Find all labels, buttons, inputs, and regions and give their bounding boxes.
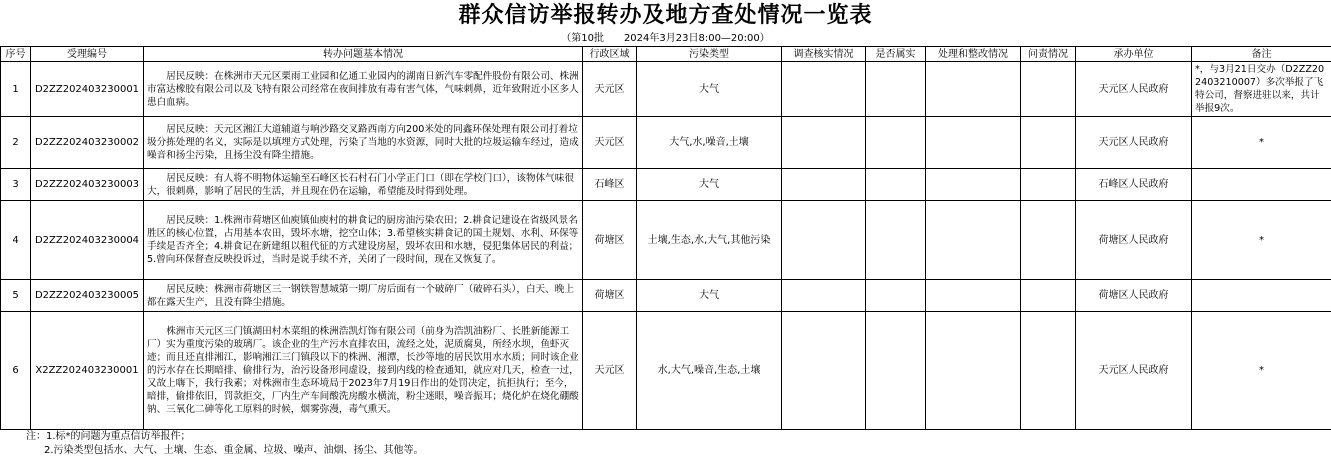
row-accountability bbox=[1021, 117, 1076, 169]
row-true bbox=[866, 280, 926, 312]
col-header-id: 受理编号 bbox=[31, 47, 144, 62]
row-pollution: 大气 bbox=[637, 169, 782, 201]
row-unit: 石峰区人民政府 bbox=[1076, 169, 1192, 201]
row-remark: *，与3月21日交办（D2ZZ202403210007）多次举报了飞特公司，督察进驻以来，共计举报9次。 bbox=[1192, 62, 1331, 117]
row-id: D2ZZ202403230004 bbox=[31, 201, 144, 280]
row-id: D2ZZ202403230005 bbox=[31, 280, 144, 312]
row-desc: 居民反映：有人将不明物体运输至石峰区长石村石门小学正门口（即在学校门口），该物体气味很大，很刺鼻，影响了居民的生活，并且现在仍在运输，希望能及时得到处理。 bbox=[144, 169, 583, 201]
row-investigation bbox=[782, 117, 866, 169]
table-row bbox=[1, 117, 1331, 169]
row-handling bbox=[926, 312, 1021, 430]
row-desc: 株洲市天元区三门镇湖田村木菜组的株洲浩凯灯饰有限公司（前身为浩凯油粉厂、长胜新能源工厂）实为重度污染的玻璃厂。该企业的生产污水直排农田，流经之处，泥质腐臭，所经水坝，鱼虾灭迹；而且还直排湘江，影响湘江三门镇段以下的株洲、湘潭，长沙等地的居民饮用水水质；同时该企业的污水存在长期暗排、偷排行为，治污设备形同虚设，接到内线的检查通知，就应对几天，检查一过，又故上嗨下，我行我素；对株洲市生态环境局于2023年7月19日作出的处罚决定，抗拒执行；至今，暗排，偷排依旧，罚款拒交，厂内生产车间酸洗房酸水横流，粉尘迷眼，噪音振耳；烧化炉在烧化硼酸钠、三氧化二砷等化工原料的时候，烟雾弥漫，毒气熏天。 bbox=[144, 312, 583, 430]
col-header-unit: 承办单位 bbox=[1076, 47, 1192, 62]
row-true bbox=[866, 169, 926, 201]
row-unit: 荷塘区人民政府 bbox=[1076, 280, 1192, 312]
col-header-no: 序号 bbox=[1, 47, 31, 62]
row-desc: 居民反映：天元区湘江大道辅道与响沙路交叉路西南方向200米处的同鑫环保处理有限公司打着垃圾分拣处理的名义，实际是以填埋方式处理，污染了当地的水资源，同时大批的垃圾运输车经过，造成噪音和扬尘污染，且扬尘没有降尘措施。 bbox=[144, 117, 583, 169]
col-header-accountability: 问责情况 bbox=[1021, 47, 1076, 62]
row-no: 2 bbox=[1, 117, 31, 169]
table-row bbox=[1, 62, 1331, 117]
row-investigation bbox=[782, 201, 866, 280]
col-header-handling: 处理和整改情况 bbox=[926, 47, 1021, 62]
col-header-remark: 备注 bbox=[1192, 47, 1331, 62]
row-no: 1 bbox=[1, 62, 31, 117]
table-row bbox=[1, 312, 1331, 430]
row-remark: * bbox=[1192, 201, 1331, 280]
table-header-row bbox=[1, 47, 1331, 62]
row-no: 4 bbox=[1, 201, 31, 280]
row-handling bbox=[926, 169, 1021, 201]
col-header-pollution: 污染类型 bbox=[637, 47, 782, 62]
row-region: 天元区 bbox=[583, 312, 637, 430]
row-investigation bbox=[782, 280, 866, 312]
row-accountability bbox=[1021, 169, 1076, 201]
footnote-2: 2.污染类型包括水、大气、土壤、生态、重金属、垃圾、噪声、油烟、扬尘、其他等。 bbox=[44, 445, 424, 456]
row-handling bbox=[926, 117, 1021, 169]
col-header-desc: 转办问题基本情况 bbox=[144, 47, 583, 62]
page-title: 群众信访举报转办及地方查处情况一览表 bbox=[458, 3, 873, 28]
table-row bbox=[1, 280, 1331, 312]
row-region: 荷塘区 bbox=[583, 280, 637, 312]
row-region: 石峰区 bbox=[583, 169, 637, 201]
batch-subtitle: （第10批 2024年3月23日8:00—20:00） bbox=[561, 33, 770, 44]
row-no: 5 bbox=[1, 280, 31, 312]
row-investigation bbox=[782, 169, 866, 201]
row-region: 天元区 bbox=[583, 117, 637, 169]
row-remark: * bbox=[1192, 117, 1331, 169]
row-unit: 荷塘区人民政府 bbox=[1076, 201, 1192, 280]
row-remark bbox=[1192, 169, 1331, 201]
row-pollution: 大气 bbox=[637, 62, 782, 117]
row-pollution: 水,大气,噪音,生态,土壤 bbox=[637, 312, 782, 430]
row-true bbox=[866, 312, 926, 430]
col-header-investigation: 调查核实情况 bbox=[782, 47, 866, 62]
row-id: X2ZZ202403230001 bbox=[31, 312, 144, 430]
row-region: 天元区 bbox=[583, 62, 637, 117]
row-id: D2ZZ202403230003 bbox=[31, 169, 144, 201]
row-desc: 居民反映：株洲市荷塘区三一钢铁智慧城第一期厂房后面有一个破碎厂（破碎石头），白天、晚上都在露天生产，且没有降尘措施。 bbox=[144, 280, 583, 312]
row-accountability bbox=[1021, 62, 1076, 117]
row-accountability bbox=[1021, 201, 1076, 280]
footnote-1: 注：1.标*的问题为重点信访举报件； bbox=[26, 431, 191, 442]
row-pollution: 土壤,生态,水,大气,其他污染 bbox=[637, 201, 782, 280]
row-desc: 居民反映：在株洲市天元区栗雨工业园和亿通工业园内的湖南日新汽车零配件股份有限公司、株洲市富达橡胶有限公司以及飞特有限公司经常在夜间排放有毒有害气体，气味刺鼻，近年致附近小区多人患白血病。 bbox=[144, 62, 583, 117]
row-region: 荷塘区 bbox=[583, 201, 637, 280]
row-true bbox=[866, 62, 926, 117]
row-id: D2ZZ202403230001 bbox=[31, 62, 144, 117]
footnotes bbox=[0, 430, 1331, 458]
row-investigation bbox=[782, 62, 866, 117]
row-pollution: 大气,水,噪音,土壤 bbox=[637, 117, 782, 169]
complaint-table bbox=[0, 46, 1331, 430]
row-handling bbox=[926, 62, 1021, 117]
row-no: 6 bbox=[1, 312, 31, 430]
row-desc: 居民反映：1.株洲市荷塘区仙庾镇仙庾村的耕食记的厨房油污染农田；2.耕食记建设在省级风景名胜区的核心位置，占用基本农田，毁坏水塘，挖空山体；3.希望核实耕食记的国土规划、水利、环保等手续是否齐全；4.耕食记在新建组以租代征的方式建设房屋，毁坏农田和水塘，侵犯集体居民的利益；5.曾向环保督查反映投诉过，当时是说手续不齐，关闭了一段时间，现在又恢复了。 bbox=[144, 201, 583, 280]
row-no: 3 bbox=[1, 169, 31, 201]
row-unit: 天元区人民政府 bbox=[1076, 312, 1192, 430]
row-true bbox=[866, 201, 926, 280]
row-investigation bbox=[782, 312, 866, 430]
row-remark: * bbox=[1192, 312, 1331, 430]
row-pollution: 大气 bbox=[637, 280, 782, 312]
row-id: D2ZZ202403230002 bbox=[31, 117, 144, 169]
row-unit: 天元区人民政府 bbox=[1076, 117, 1192, 169]
row-unit: 天元区人民政府 bbox=[1076, 62, 1192, 117]
row-handling bbox=[926, 280, 1021, 312]
row-true bbox=[866, 117, 926, 169]
row-handling bbox=[926, 201, 1021, 280]
table-row bbox=[1, 201, 1331, 280]
col-header-true: 是否属实 bbox=[866, 47, 926, 62]
row-remark bbox=[1192, 280, 1331, 312]
col-header-region: 行政区域 bbox=[583, 47, 637, 62]
row-accountability bbox=[1021, 312, 1076, 430]
row-accountability bbox=[1021, 280, 1076, 312]
table-row bbox=[1, 169, 1331, 201]
